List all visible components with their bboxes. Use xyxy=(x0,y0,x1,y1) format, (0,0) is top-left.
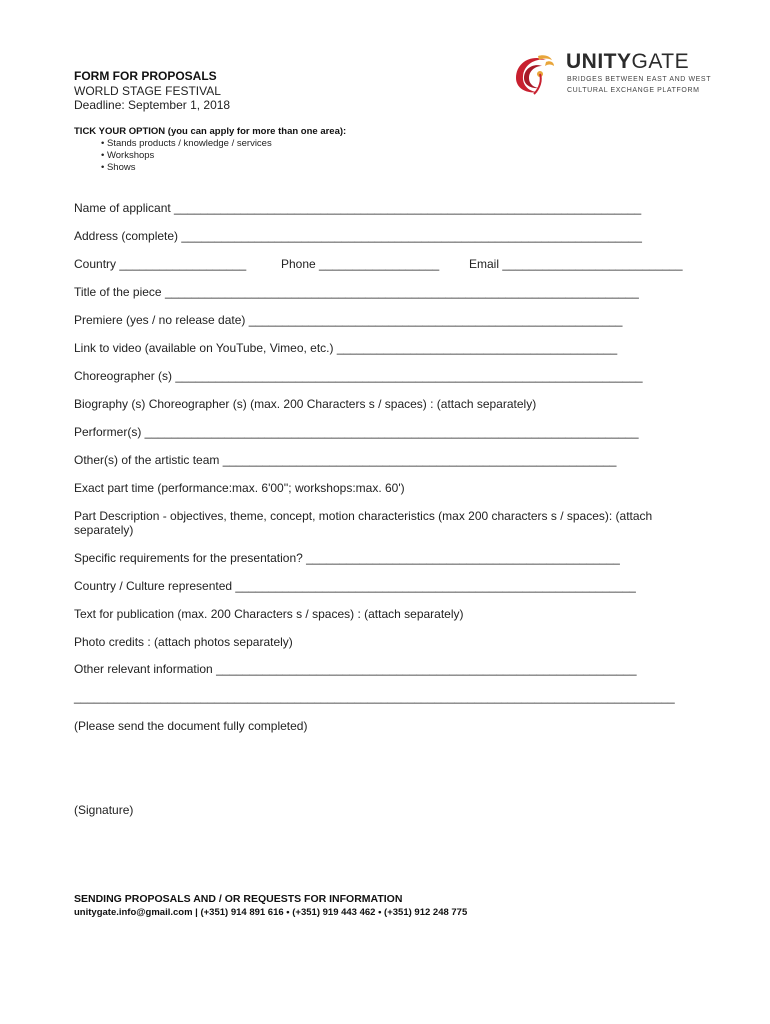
field-artistic-team[interactable]: Other(s) of the artistic team ___________________________________________________________ xyxy=(74,453,617,467)
field-part-description-cont: separately) xyxy=(74,523,134,537)
field-choreographer[interactable]: Choreographer (s) ______________________________________________________________________ xyxy=(74,369,643,383)
logo-wordmark xyxy=(566,50,689,74)
field-photo-credits: Photo credits : (attach photos separately) xyxy=(74,635,293,649)
field-performers[interactable]: Performer(s) __________________________________________________________________________ xyxy=(74,425,639,439)
logo-tagline-1: BRIDGES BETWEEN EAST AND WEST xyxy=(567,76,712,83)
footer-contact: unitygate.info@gmail.com | (+351) 914 891 616 • (+351) 919 443 462 • (+351) 912 248 775 xyxy=(74,907,468,918)
field-video-link[interactable]: Link to video (available on YouTube, Vimeo, etc.) __________________________________________ xyxy=(74,341,618,355)
field-premiere[interactable]: Premiere (yes / no release date) ________________________________________________________ xyxy=(74,313,623,327)
field-specific-requirements[interactable]: Specific requirements for the presentation? _______________________________________________ xyxy=(74,551,620,565)
option-shows[interactable]: • Shows xyxy=(101,162,136,173)
send-note: (Please send the document fully completed) xyxy=(74,719,308,733)
field-title-of-piece[interactable]: Title of the piece _______________________________________________________________________ xyxy=(74,285,639,299)
deadline: Deadline: September 1, 2018 xyxy=(74,98,231,112)
logo xyxy=(510,48,710,100)
field-address[interactable]: Address (complete) _____________________________________________________________________ xyxy=(74,229,642,243)
unitygate-emblem-icon xyxy=(510,48,560,98)
option-stands[interactable]: • Stands products / knowledge / services xyxy=(101,138,272,149)
field-text-publication: Text for publication (max. 200 Characters s / spaces) : (attach separately) xyxy=(74,607,464,621)
field-other-info[interactable]: Other relevant information _______________________________________________________________ xyxy=(74,662,637,676)
field-part-time: Exact part time (performance:max. 6'00''; workshops:max. 60') xyxy=(74,481,405,495)
field-country-culture[interactable]: Country / Culture represented ____________________________________________________________ xyxy=(74,579,636,593)
festival-name: WORLD STAGE FESTIVAL xyxy=(74,84,221,98)
options-heading: TICK YOUR OPTION (you can apply for more than one area): xyxy=(74,126,347,137)
logo-tagline-2: CULTURAL EXCHANGE PLATFORM xyxy=(567,87,700,94)
field-name-of-applicant[interactable]: Name of applicant ______________________________________________________________________ xyxy=(74,201,642,215)
field-other-info-line[interactable]: __________________________________________________________________________________________ xyxy=(74,690,675,704)
option-workshops[interactable]: • Workshops xyxy=(101,150,155,161)
field-part-description: Part Description - objectives, theme, concept, motion characteristics (max 200 characters s / spaces): (attach xyxy=(74,509,653,523)
field-phone[interactable]: Phone __________________ xyxy=(281,257,440,271)
field-biography: Biography (s) Choreographer (s) (max. 200 Characters s / spaces) : (attach separately) xyxy=(74,397,537,411)
logo-word-unity: UNITY xyxy=(566,50,632,73)
field-country[interactable]: Country ___________________ xyxy=(74,257,247,271)
field-email[interactable]: Email ___________________________ xyxy=(469,257,683,271)
signature-label: (Signature) xyxy=(74,803,134,817)
logo-word-gate: GATE xyxy=(631,50,690,73)
footer-heading: SENDING PROPOSALS AND / OR REQUESTS FOR INFORMATION xyxy=(74,893,403,905)
form-title: FORM FOR PROPOSALS xyxy=(74,69,217,83)
